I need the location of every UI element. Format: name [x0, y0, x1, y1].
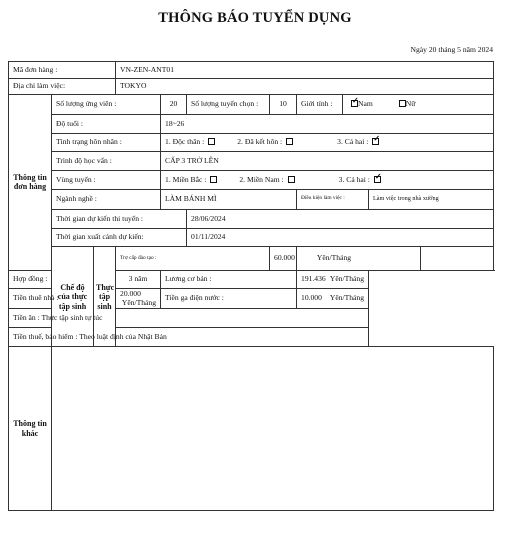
salary-cell: [297, 270, 369, 289]
applicants-row: [9, 95, 494, 115]
other-info-row: [9, 347, 494, 511]
single-label: 1. Độc thân :: [165, 137, 205, 147]
region-row: [9, 171, 494, 190]
tax-text: Tiền thuế, bảo hiểm : Theo luật định của Nhật Bản: [9, 327, 369, 347]
male-label: Nam: [358, 99, 373, 109]
education-value: CẤP 3 TRỞ LÊN: [161, 152, 494, 171]
region-label: Vùng tuyển :: [52, 171, 161, 190]
departure-label: Thời gian xuất cảnh dự kiến:: [52, 228, 187, 247]
utilities-label: Tiền ga điện nước :: [161, 289, 297, 309]
female-label: Nữ: [405, 99, 416, 109]
utilities-value: 10.000: [301, 293, 322, 303]
region-both-checkbox[interactable]: [374, 176, 381, 183]
education-row: [9, 152, 494, 171]
rent-unit: Yên/Tháng: [121, 297, 157, 307]
workplace-row: [9, 78, 494, 95]
female-checkbox[interactable]: [399, 100, 406, 107]
marital-both-label: 3. Cả hai :: [337, 137, 369, 147]
exam-date-value: 28/06/2024: [187, 209, 494, 228]
exam-date-label: Thời gian dự kiến thi tuyển :: [52, 209, 187, 228]
marital-options: [161, 133, 494, 152]
order-code-value: VN-ZEN-ANT01: [116, 62, 494, 79]
gender-label: Giới tính :: [297, 95, 343, 115]
document-title: THÔNG BÁO TUYỂN DỤNG: [158, 10, 352, 26]
order-code-label: Mã đơn hàng :: [9, 62, 116, 79]
single-checkbox[interactable]: [208, 138, 215, 145]
conditions-label: Điều kiện làm việc :: [297, 190, 369, 210]
allowance-row: [9, 247, 494, 270]
other-info-content: [52, 347, 494, 511]
applicants-label: Số lượng ứng viên :: [52, 95, 161, 115]
allowance-value: 60.000: [274, 253, 295, 263]
salary-value: 191.436: [301, 274, 326, 284]
contract-label: Hợp đồng :: [9, 270, 116, 289]
married-checkbox[interactable]: [286, 138, 293, 145]
salary-unit: Yên/Tháng: [329, 274, 365, 284]
industry-row: [9, 190, 494, 210]
allowance-empty-1: [297, 247, 421, 270]
rent-cell: [116, 289, 161, 309]
food-text: Tiền ăn : Thực tập sinh tự túc: [9, 308, 369, 327]
allowance-cell: [270, 247, 352, 270]
departure-row: [9, 228, 494, 247]
north-checkbox[interactable]: [210, 176, 217, 183]
region-both-label: 3. Cả hai :: [338, 174, 370, 184]
workplace-value: TOKYO: [116, 78, 494, 95]
marital-both-checkbox[interactable]: [372, 138, 379, 145]
document-date: Ngày 20 tháng 5 năm 2024: [410, 45, 493, 54]
male-checkbox[interactable]: [351, 100, 358, 107]
exam-date-row: [9, 209, 494, 228]
married-label: 2. Đã kết hôn :: [237, 137, 283, 147]
south-label: 2. Miền Nam :: [239, 174, 284, 184]
order-code-row: [9, 62, 494, 79]
north-label: 1. Miền Bắc :: [165, 174, 207, 184]
allowance-empty-2: [421, 247, 494, 270]
age-label: Độ tuổi :: [52, 114, 161, 133]
marital-label: Tình trạng hôn nhân :: [52, 133, 161, 152]
order-info-section-label: Thông tin đơn hàng: [9, 95, 52, 270]
contract-value: 3 năm: [116, 270, 161, 289]
applicants-value: 20: [161, 95, 187, 115]
workplace-label: Địa chỉ làm việc:: [9, 78, 116, 95]
recruitment-table: [8, 61, 494, 511]
gender-options: [343, 95, 494, 115]
industry-value: LÀM BÁNH MÌ: [161, 190, 297, 210]
trainee-section-label: Chế độ của thực tập sinh: [52, 247, 94, 347]
education-label: Trình độ học vấn :: [52, 152, 161, 171]
conditions-value: Làm việc trong nhà xưởng: [369, 190, 494, 210]
rent-label: Tiền thuê nhà :: [9, 289, 116, 309]
other-info-section-label: Thông tin khác: [9, 347, 52, 511]
selected-label: Số lượng tuyển chọn :: [187, 95, 270, 115]
rent-value: 20.000: [120, 289, 141, 299]
utilities-cell: [297, 289, 369, 309]
industry-label: Ngành nghề :: [52, 190, 161, 210]
utilities-unit: Yên/Tháng: [329, 293, 365, 303]
trainee-sub-label: Thực tập sinh: [94, 247, 116, 347]
region-options: [161, 171, 494, 190]
age-row: [9, 114, 494, 133]
selected-value: 10: [270, 95, 297, 115]
departure-value: 01/11/2024: [187, 228, 494, 247]
allowance-unit: Yên/Tháng: [316, 253, 352, 263]
allowance-label: Trợ cấp đào tạo :: [116, 247, 270, 270]
marital-row: [9, 133, 494, 152]
salary-label: Lương cơ bản :: [161, 270, 297, 289]
age-value: 18~26: [161, 114, 494, 133]
tax-row: [9, 327, 494, 347]
south-checkbox[interactable]: [288, 176, 295, 183]
